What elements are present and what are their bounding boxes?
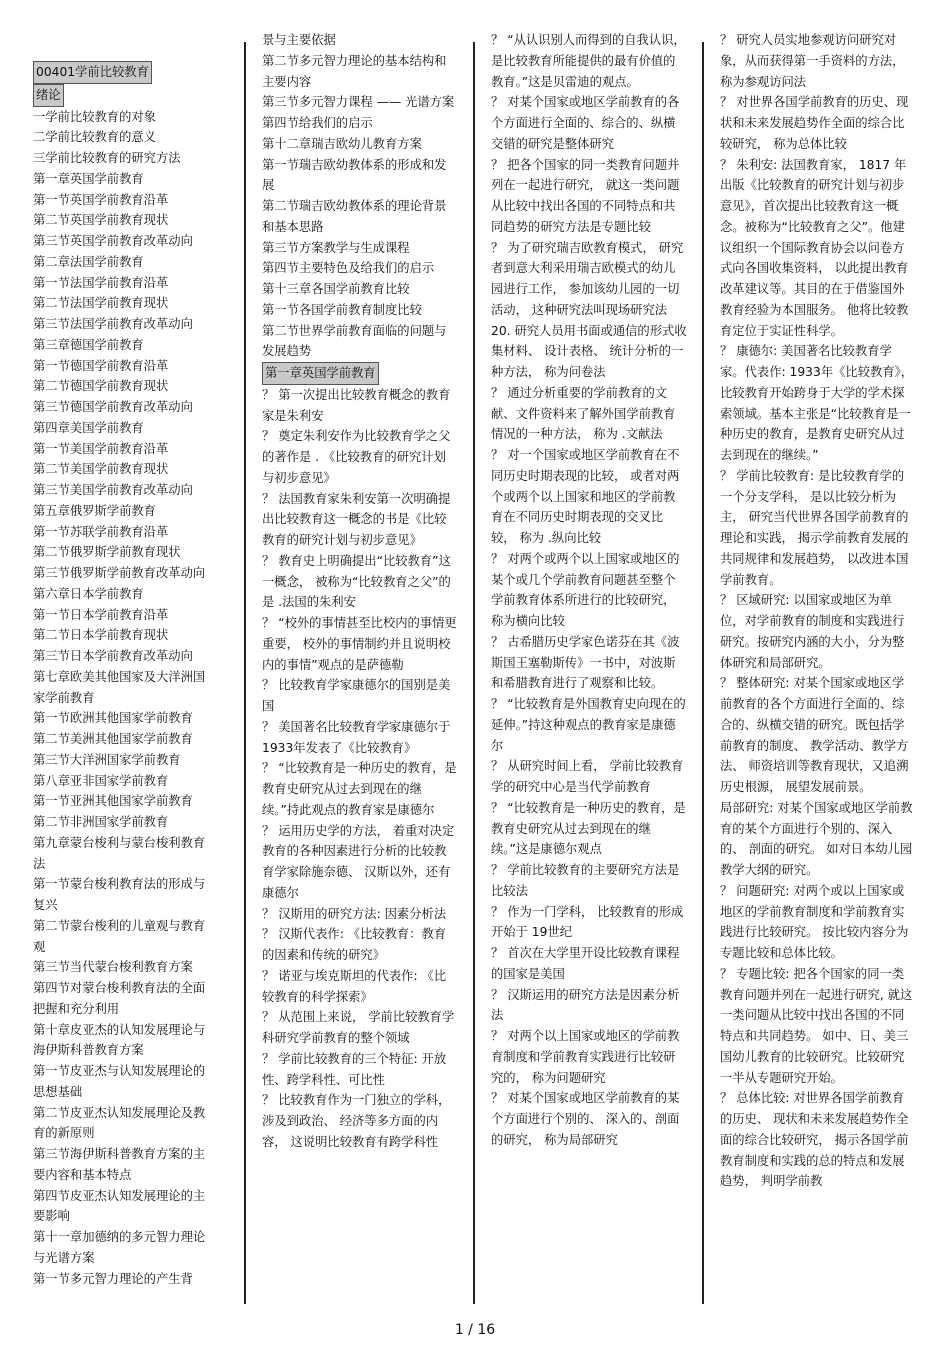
text-line: 第二节蒙台梭利的儿童观与教育观: [33, 918, 206, 954]
text-line: 第十一章加德纳的多元智力理论与光谱方案: [33, 1230, 206, 1265]
text-line: ？ 第一次提出比较教育概念的教育家是朱利安: [262, 387, 451, 423]
text-line: 第三节海伊斯科普教育方案的主要内容和基本特点: [33, 1147, 206, 1182]
text-line: ？ 对两个以上国家或地区的学前教育制度和学前教育实践进行比较研究的， 称为问题研究: [491, 1029, 680, 1085]
highlighted-heading: 第一章英国学前教育: [262, 362, 379, 385]
column-divider: [702, 42, 704, 1304]
text-line: [262, 362, 458, 385]
text-line: 第二节俄罗斯学前教育现状: [33, 545, 181, 560]
text-line: 第十三章各国学前教育比较: [262, 282, 410, 296]
text-line: 第二节瑞吉欧幼教体系的理论背景和基本思路: [262, 199, 447, 234]
text-line: 第一节日本学前教育沿革: [33, 607, 169, 622]
text-line: 局部研究: 对某个国家或地区学前教育的某个方面进行个别的、深入的、 剖面的研究。 如对日本幼儿园教学大纲的研究。: [720, 800, 913, 877]
text-line: ？ 为了研究瑞吉欧教育模式， 研究者到意大利采用瑞吉欧模式的幼儿园进行工作， 参加该幼儿园的一切活动， 这种研究法叫现场研究法: [491, 240, 684, 317]
text-line: 第七章欧美其他国家及大洋洲国家学前教育: [33, 669, 206, 705]
text-line: ？ 对世界各国学前教育的历史、现状和未来发展趋势作全面的综合比较研究， 称为总体比较: [720, 95, 909, 151]
text-line: ？ 美国著名比较教育学家康德尔于 1933年发表了《比较教育》: [262, 719, 455, 755]
text-line: 第八章亚非国家学前教育: [33, 773, 169, 788]
text-line: 第二节皮亚杰认知发展理论及教育的新原则: [33, 1105, 206, 1141]
text-line: 第三节美国学前教育改革动向: [33, 483, 193, 497]
text-line: 第三节日本学前教育改革动向: [33, 649, 193, 663]
text-line: ？ 作为一门学科， 比较教育的形成开始于 19世纪: [491, 904, 684, 940]
text-line: ？ 古希腊历史学家色诺芬在其《波斯国王塞勒斯传》一书中，对波斯和希腊教育进行了观察和比较。: [491, 634, 680, 691]
text-line: 第一节亚洲其他国家学前教育: [33, 794, 193, 809]
text-line: ？ 问题研究: 对两个或以上国家或地区的学前教育制度和学前教育实践进行比较研究。 按比较内容分为专题比较和总体比较。: [720, 883, 909, 960]
text-line: ？ 比较教育学家康德尔的国别是美国: [262, 678, 451, 713]
text-line: ？ 康德尔: 美国著名比较教育学家。代表作: 1933年《比较教育》，比较教育开始跨身于大学的学术探索领域。基本主张是“比较教育是一种历史的教育，是教育史研究从过去到现在的继续。”: [720, 344, 914, 462]
text-line: 第二节日本学前教育现状: [33, 628, 169, 643]
text-line: 第一节法国学前教育沿革: [33, 275, 169, 290]
text-line: 第三节法国学前教育改革动向: [33, 317, 193, 331]
text-line: 第一节各国学前教育制度比较: [262, 302, 422, 317]
text-line: 第六章日本学前教育: [33, 586, 144, 601]
text-line: [33, 61, 208, 84]
text-line: ？ 学前比较教育的三个特征: 开放性、跨学科性、可比性: [262, 1051, 447, 1087]
column-1: [33, 30, 208, 1289]
highlighted-heading: 00401学前比较教育: [33, 61, 152, 84]
text-line: 第一节苏联学前教育沿革: [33, 524, 169, 539]
text-line: ？ “校外的事情甚至比校内的事情更重要， 校外的事情制约并且说明校内的事情”观点的是萨德勒: [262, 616, 457, 672]
text-line: 第三节英国学前教育改革动向: [33, 234, 193, 248]
text-line: 第二节多元智力理论的基本结构和主要内容: [262, 53, 447, 89]
column-divider: [473, 42, 475, 1304]
text-line: 第二节英国学前教育现状: [33, 213, 169, 228]
text-line: 第九章蒙台梭利与蒙台梭利教育法: [33, 835, 206, 871]
text-line: 第四节给我们的启示: [262, 116, 373, 130]
text-line: 第一章英国学前教育: [33, 171, 144, 186]
text-line: ？ 教育史上明确提出“比较教育”这一概念， 被称为“比较教育之父”的是 .法国的朱利安: [262, 553, 451, 610]
text-line: ？ 研究人员实地参观访问研究对象，从而获得第一手资料的方法， 称为参观访问法: [720, 33, 909, 89]
text-line: 第一节蒙台梭利教育法的形成与复兴: [33, 877, 206, 912]
text-line: ？ 对一个国家或地区学前教育在不同历史时期表现的比较， 或者对两个或两个以上国家和地区的学前教育在不同历史时期表现的交叉比较， 称为 .纵向比较: [491, 448, 680, 545]
text-line: ？ 通过分析重要的学前教育的文献、文件资料来了解外国学前教育情况的一种方法， 称为 .文献法: [491, 385, 676, 442]
text-line: ？ 汉斯代表作: 《比较教育：教育的因素和传统的研究》: [262, 927, 447, 962]
text-line: ？ “比较教育是外国教育史向现在的延伸。”持这种观点的教育家是康德尔: [491, 697, 686, 753]
text-line: ？ “比较教育是一种历史的教育，是教育史研究从过去到现在的继续。”持此观点的教育家是康德尔: [262, 761, 457, 817]
column-4: [720, 30, 916, 1192]
text-line: 景与主要依据: [262, 33, 336, 47]
text-line: 第二节美洲其他国家学前教育: [33, 732, 193, 746]
text-line: 第一节德国学前教育沿革: [33, 358, 169, 373]
text-line: ？ 朱利安: 法国教育家， 1817 年出版《比较教育的研究计划与初步意见》，首次提出比较教育这一概念。被称为“比较教育之父”。他建议组织一个国际教育协会以问卷方式向各国收集资料， 以此提出教育改革建议等。其目的在于借鉴国外教育经验为本国服务。 他将比较教育定位于实证性科学。: [720, 157, 909, 338]
text-line: 二学前比较教育的意义: [33, 130, 156, 145]
text-line: ？ 从范围上来说， 学前比较教育学科研究学前教育的整个领域: [262, 1010, 455, 1045]
text-line: 第四章美国学前教育: [33, 420, 144, 435]
text-line: 第一节欧洲其他国家学前教育: [33, 711, 193, 726]
text-line: 第三节俄罗斯学前教育改革动向: [33, 566, 206, 580]
text-line: ？ 比较教育作为一门独立的学科， 涉及到政治、 经济等多方面的内容， 这说明比较教育有跨学科性: [262, 1093, 455, 1149]
text-line: 第三节多元智力课程 —— 光谱方案: [262, 95, 455, 110]
text-line: ？ 对两个或两个以上国家或地区的某个或几个学前教育问题甚至整个学前教育体系所进行的比较研究， 称为横向比较: [491, 551, 680, 628]
text-line: ？ 整体研究: 对某个国家或地区学前教育的各个方面进行全面的、综合的、纵横交错的研究。既包括学前教育的制度、 教学活动、教学方法、 师资培训等教育现状，又追溯历史根源， 展望发展前景。: [720, 676, 909, 794]
text-line: ？ “比较教育是一种历史的教育，是教育史研究从过去到现在的继续。”这是康德尔观点: [491, 800, 686, 857]
text-line: 第二节法国学前教育现状: [33, 296, 169, 311]
text-line: ？ 奠定朱利安作为比较教育学之父的著作是 . 《比较教育的研究计划与初步意见》: [262, 429, 451, 485]
text-line: [33, 84, 208, 107]
text-line: 第二节德国学前教育现状: [33, 379, 169, 394]
text-line: ？ 专题比较: 把各个国家的同一类教育问题并列在一起进行研究, 就这一类问题从比较中找出各国的不同特点和共同趋势。 如中、日、美三国幼儿教育的比较研究。比较研究一半从专题研究开始。: [720, 966, 913, 1085]
text-line: 第一节英国学前教育沿革: [33, 192, 169, 207]
text-line: ？ 诺亚与埃克斯坦的代表作: 《比较教育的科学探索》: [262, 968, 447, 1004]
text-line: 第三章德国学前教育: [33, 337, 144, 352]
text-line: ？ 区域研究: 以国家或地区为单位，对学前教育的制度和实践进行研究。按研究内涵的大小，分为整体研究和局部研究。: [720, 593, 905, 670]
text-line: 第三节德国学前教育改革动向: [33, 400, 193, 414]
text-line: 第二节世界学前教育面临的问题与发展趋势: [262, 323, 447, 359]
text-line: ？ 汉斯用的研究方法: 因素分析法: [262, 906, 447, 921]
text-line: ？ 学前比较教育的主要研究方法是比较法: [491, 863, 680, 898]
highlighted-heading: 绪论: [33, 84, 64, 107]
text-line: 第四节对蒙台梭利教育法的全面把握和充分利用: [33, 981, 206, 1016]
text-line: ？ 从研究时间上看， 学前比较教育学的研究中心是当代学前教育: [491, 759, 684, 794]
text-line: ？ 汉斯运用的研究方法是因素分析法: [491, 987, 680, 1023]
text-line: 第四节主要特色及给我们的启示: [262, 261, 435, 276]
text-line: ？ 学前比较教育: 是比较教育学的一个分支学科， 是以比较分析为主， 研究当代世界各国学前教育的理论和实践， 揭示学前教育发展的共同规律和发展趋势， 以改进本国学前教育。: [720, 468, 909, 587]
text-line: 第一节瑞吉欧幼教体系的形成和发展: [262, 157, 447, 193]
text-line: 第三节大洋洲国家学前教育: [33, 752, 181, 767]
text-line: ？ 法国教育家朱利安第一次明确提出比较教育这一概念的书是《比较教育的研究计划与初步意见》: [262, 491, 451, 547]
text-line: 一学前比较教育的对象: [33, 109, 156, 124]
text-line: 第一节皮亚杰与认知发展理论的思想基础: [33, 1064, 206, 1099]
text-line: 第四节皮亚杰认知发展理论的主要影响: [33, 1188, 206, 1224]
text-line: 第十二章瑞吉欧幼儿教育方案: [262, 136, 422, 151]
text-line: 第二章法国学前教育: [33, 254, 144, 269]
text-line: 第一节美国学前教育沿革: [33, 441, 169, 456]
text-line: 第一节多元智力理论的产生背: [33, 1271, 193, 1286]
text-line: 第十章皮亚杰的认知发展理论与海伊斯科普教育方案: [33, 1022, 206, 1058]
text-line: 20. 研究人员用书面或通信的形式收集材料、 设计表格、 统计分析的一种方法， 称为问卷法: [491, 323, 687, 379]
text-line: ？ “从认识别人而得到的自我认识，是比较教育所能提供的最有价值的教育。”这是贝雷迪的观点。: [491, 33, 686, 89]
text-line: ？ 把各个国家的同一类教育问题并列在一起进行研究， 就这一类问题从比较中找出各国的不同特点和共同趋势的研究方法是专题比较: [491, 157, 680, 234]
text-line: 第五章俄罗斯学前教育: [33, 503, 156, 518]
column-3: [491, 30, 687, 1151]
column-2: [262, 30, 458, 1153]
text-line: 第二节美国学前教育现状: [33, 462, 169, 477]
text-line: ？ 首次在大学里开设比较教育课程的国家是美国: [491, 946, 680, 981]
text-line: 第三节当代蒙台梭利教育方案: [33, 960, 193, 975]
text-line: ？ 运用历史学的方法， 着重对决定教育的各种因素进行分析的比较教育学家除施奈德、 汉斯以外，还有康德尔: [262, 823, 455, 900]
page-number: 1 / 16: [454, 1322, 496, 1338]
text-line: 第二节非洲国家学前教育: [33, 815, 169, 829]
text-line: ？ 总体比较: 对世界各国学前教育的历史、 现状和未来发展趋势作全面的综合比较研究， 揭示各国学前教育制度和实践的总的特点和发展趋势， 判明学前教: [720, 1091, 909, 1189]
text-line: 第三节方案教学与生成课程: [262, 240, 410, 255]
text-line: 三学前比较教育的研究方法: [33, 151, 181, 165]
text-line: ？ 对某个国家或地区学前教育的某个方面进行个别的、 深入的、剖面的研究， 称为局部研究: [491, 1091, 680, 1147]
column-divider: [244, 42, 246, 1304]
text-line: ？ 对某个国家或地区学前教育的各个方面进行全面的、综合的、纵横交错的研究是整体研究: [491, 95, 680, 151]
